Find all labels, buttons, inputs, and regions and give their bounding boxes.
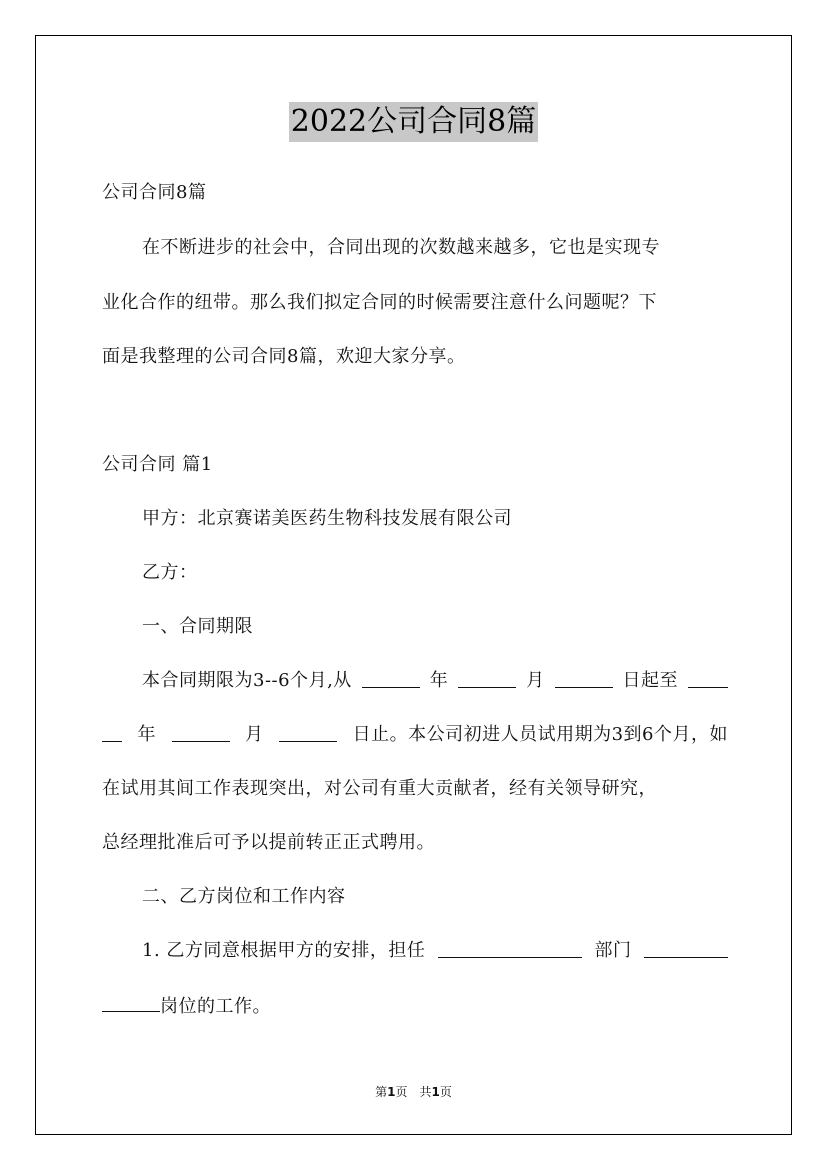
page-current: 1 (387, 1085, 396, 1099)
intro-line-3: 面是我整理的公司合同8篇，欢迎大家分享。 (102, 346, 466, 367)
month-blank (458, 669, 516, 688)
page-prefix: 第 (375, 1085, 388, 1099)
page-mid: 页 共 (395, 1085, 432, 1099)
end-year-blank-start (688, 669, 728, 688)
clause1-line-2 (102, 723, 728, 747)
dept-label: 部门 (594, 940, 632, 961)
intro-line-2: 业化合作的纽带。那么我们拟定合同的时候需要注意什么问题呢？下 (102, 292, 657, 313)
page-footer (0, 1083, 827, 1101)
clause1-line-3: 在试用其间工作表现突出，对公司有重大贡献者，经有关领导研究， (102, 778, 657, 799)
year-blank (362, 669, 420, 688)
title-container (0, 102, 827, 142)
document-subtitle: 公司合同8篇 (102, 182, 207, 203)
position-blank-start (644, 939, 728, 958)
intro-line-1: 在不断进步的社会中，合同出现的次数越来越多，它也是实现专 (142, 237, 660, 258)
clause1-line-1 (142, 669, 728, 693)
party-a: 甲方：北京赛诺美医药生物科技发展有限公司 (142, 508, 512, 529)
end-year-label: 年 (137, 724, 157, 745)
position-blank-end (102, 993, 160, 1012)
end-month-blank (172, 723, 230, 742)
clause2-item1-line-2 (102, 993, 728, 1019)
page-suffix: 页 (439, 1085, 452, 1099)
document-title: 2022公司合同8篇 (289, 102, 538, 142)
clause1-prefix: 本合同期限为3--6个月,从 (142, 670, 352, 691)
clause2-item1-prefix: 1. 乙方同意根据甲方的安排，担任 (142, 940, 426, 961)
position-text: 岗位的工作。 (160, 996, 271, 1017)
month-label: 月 (526, 670, 545, 691)
day-from-label: 日起至 (622, 670, 679, 691)
year-label: 年 (429, 670, 449, 691)
clause1-line-4: 总经理批准后可予以提前转正正式聘用。 (102, 832, 435, 853)
clause1-heading: 一、合同期限 (142, 616, 253, 637)
day-to-text: 日止。本公司初进人员试用期为3到6个月，如 (352, 724, 728, 745)
page-total: 1 (431, 1085, 440, 1099)
end-day-blank (279, 723, 337, 742)
clause2-heading: 二、乙方岗位和工作内容 (142, 886, 346, 907)
end-year-blank-end (102, 723, 122, 742)
party-b: 乙方： (142, 562, 198, 583)
end-month-label: 月 (245, 724, 264, 745)
section-heading: 公司合同 篇1 (102, 454, 213, 475)
dept-blank (438, 939, 582, 958)
clause2-item1-line-1 (142, 939, 728, 963)
day-blank (555, 669, 613, 688)
